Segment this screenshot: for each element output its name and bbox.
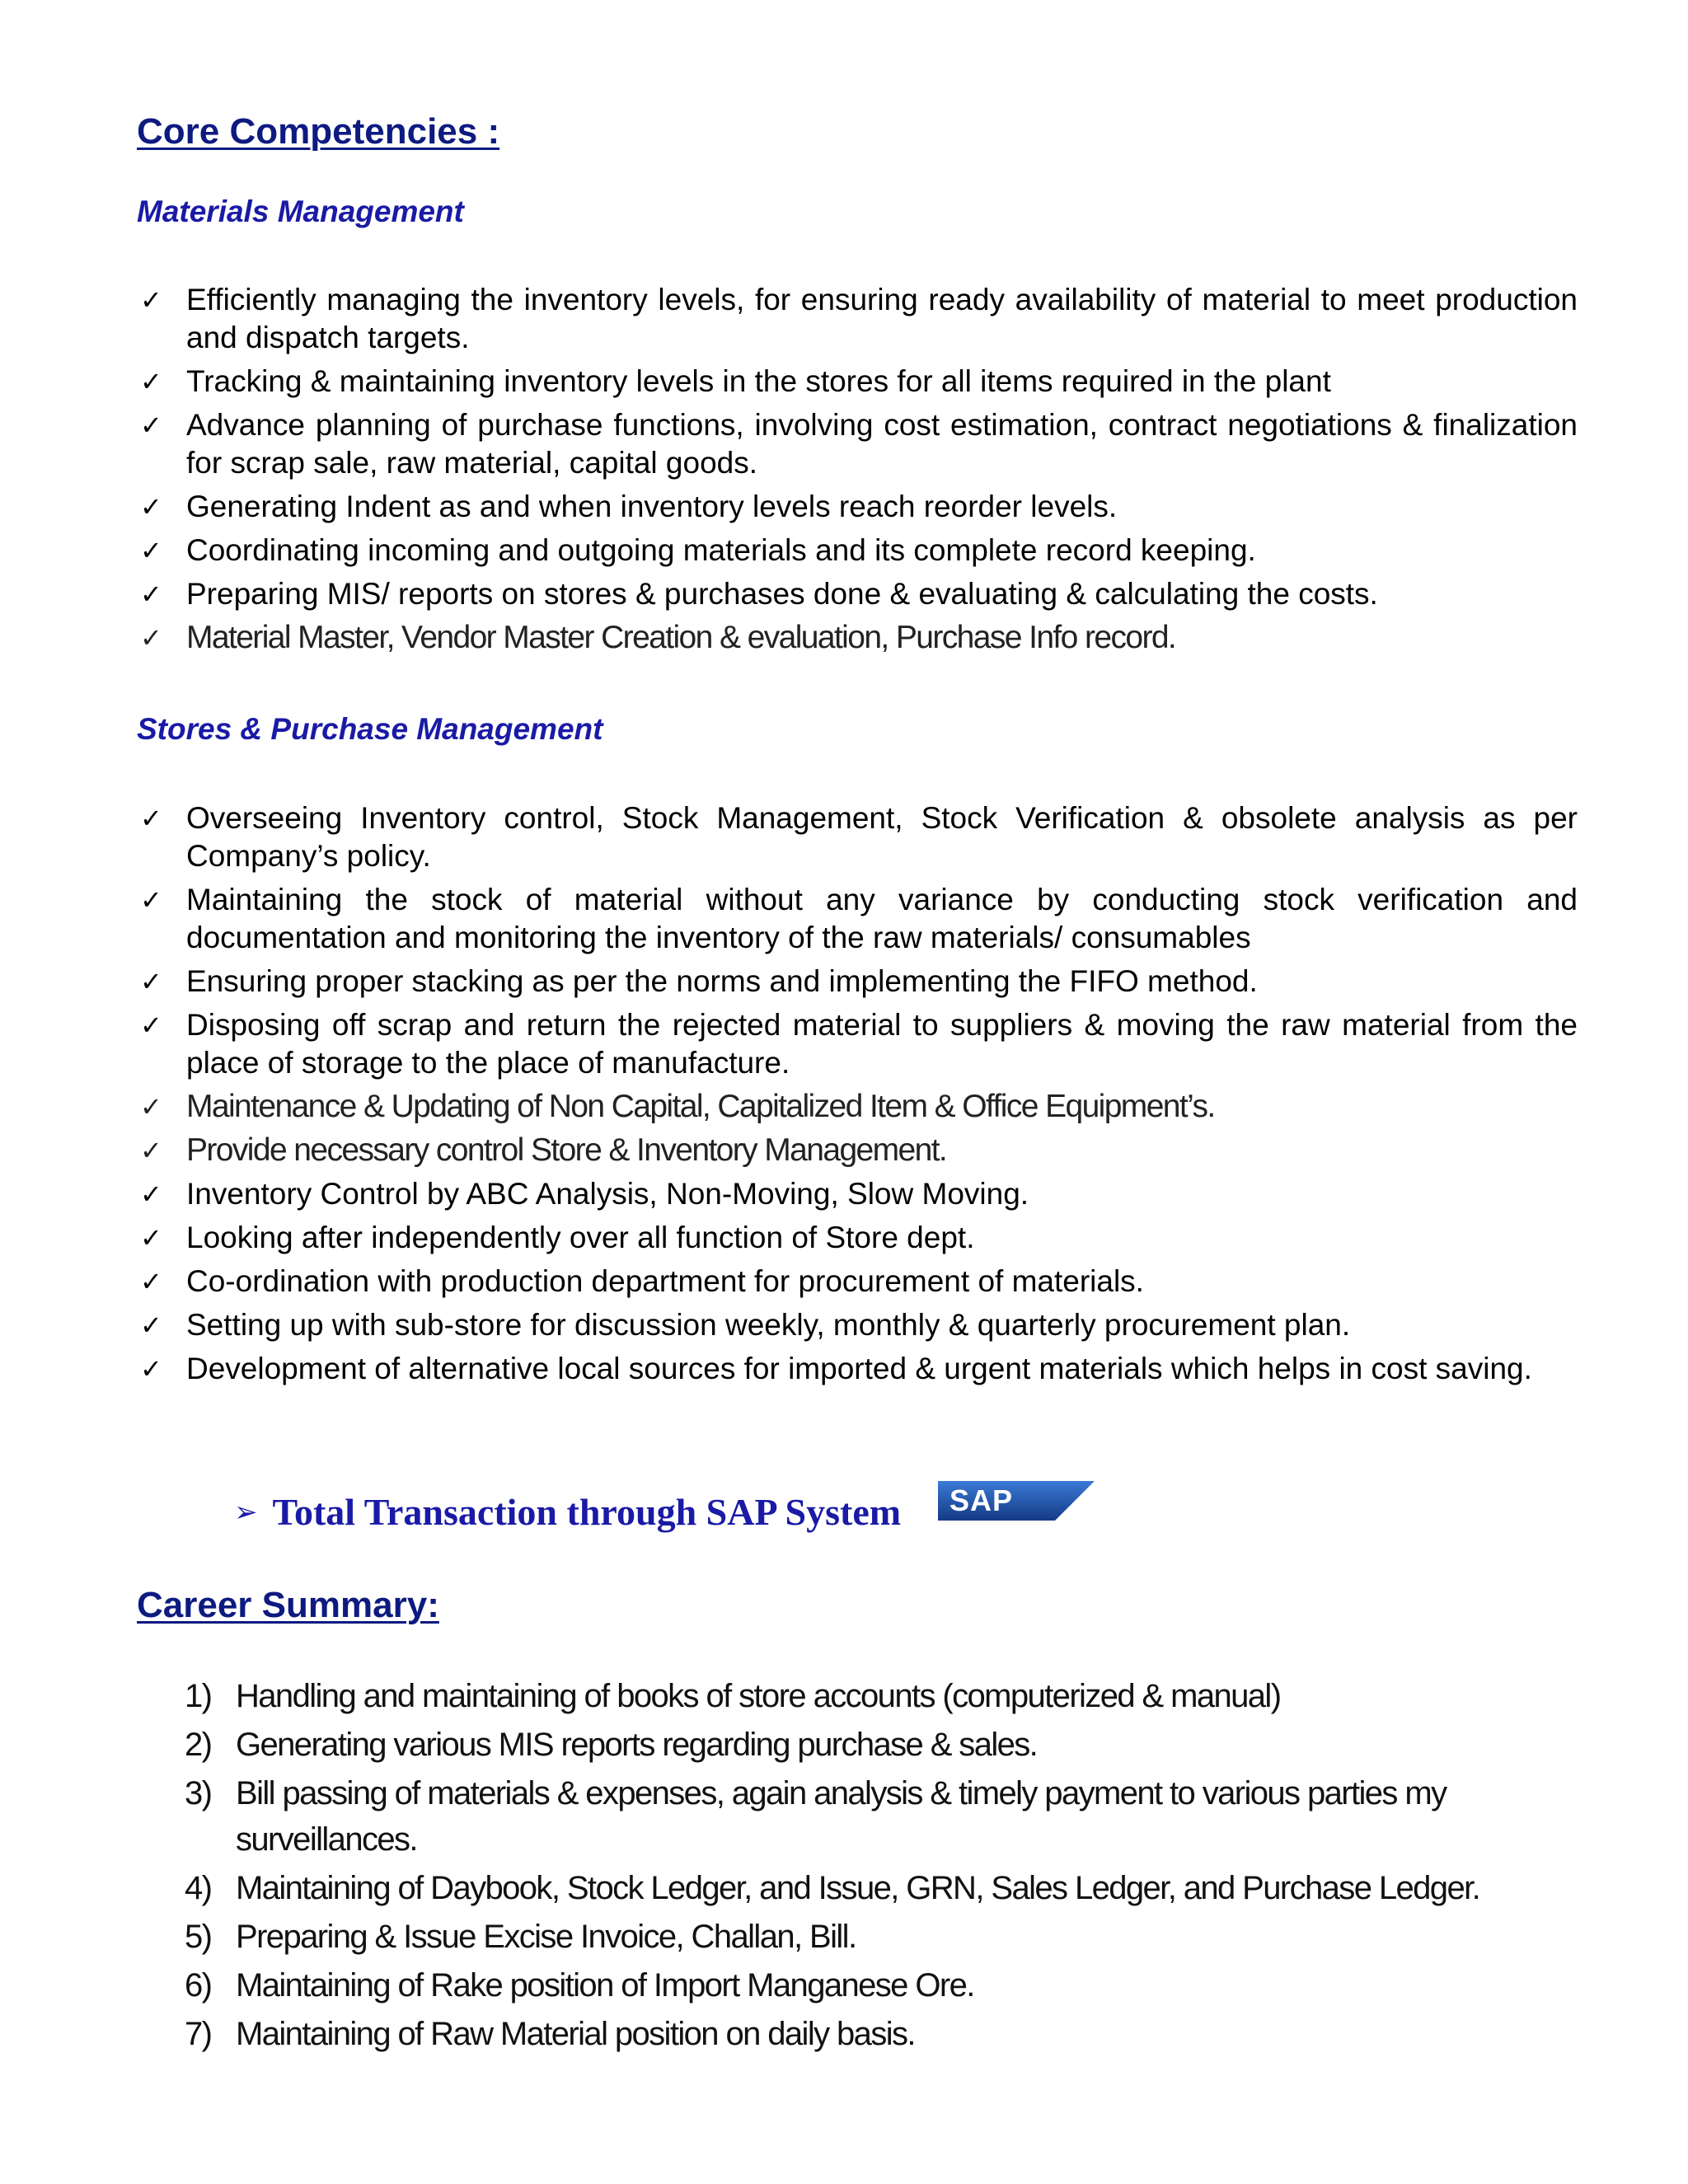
svg-text:SAP: SAP: [950, 1483, 1014, 1517]
list-item: 3) Bill passing of materials & expenses, again analysis & timely payment to various parties my surveillances.: [185, 1775, 1447, 1858]
checkmark-icon: ✓: [140, 1010, 162, 1041]
list-item: ✓ Inventory Control by ABC Analysis, Non-Moving, Slow Moving.: [137, 1175, 1578, 1213]
checkmark-icon: ✓: [140, 1266, 162, 1297]
list-item: ✓ Co-ordination with production department for procurement of materials.: [137, 1263, 1578, 1301]
checkmark-icon: ✓: [140, 966, 162, 997]
checkmark-icon: ✓: [140, 491, 162, 523]
sap-transaction-line: [234, 1490, 901, 1534]
checkmark-icon: ✓: [140, 622, 162, 654]
list-item: 7) Maintaining of Raw Material position on daily basis.: [185, 2016, 915, 2052]
list-item: ✓ Provide necessary control Store & Inventory Management.: [140, 1132, 947, 1168]
list-item: ✓ Preparing MIS/ reports on stores & purchases done & evaluating & calculating the costs.: [137, 575, 1578, 613]
stores-purchase-list: [137, 799, 1578, 1394]
list-item: ✓ Advance planning of purchase functions, involving cost estimation, contract negotiations & finalization for scrap sale, raw material, capital goods.: [140, 408, 1578, 480]
list-item: ✓ Setting up with sub-store for discussion weekly, monthly & quarterly procurement plan.: [137, 1306, 1578, 1344]
list-item: ✓ Looking after independently over all function of Store dept.: [137, 1219, 1578, 1257]
checkmark-icon: ✓: [140, 803, 162, 834]
checkmark-icon: ✓: [140, 1353, 162, 1385]
core-competencies-heading: Core Competencies :: [137, 111, 500, 152]
career-summary-heading: Career Summary:: [137, 1585, 439, 1625]
list-item: 4) Maintaining of Daybook, Stock Ledger, and Issue, GRN, Sales Ledger, and Purchase Ledger.: [185, 1870, 1480, 1906]
career-summary-list: [185, 1673, 1586, 2060]
list-item: ✓ Coordinating incoming and outgoing materials and its complete record keeping.: [137, 532, 1578, 569]
list-item: 1) Handling and maintaining of books of store accounts (computerized & manual): [185, 1678, 1281, 1714]
list-item: ✓ Overseeing Inventory control, Stock Management, Stock Verification & obsolete analysis as per Company’s policy.: [140, 801, 1578, 873]
materials-management-list: [137, 281, 1578, 663]
checkmark-icon: ✓: [140, 535, 162, 566]
list-item: ✓ Tracking & maintaining inventory levels in the stores for all items required in the plant: [137, 363, 1578, 401]
list-item: ✓ Ensuring proper stacking as per the norms and implementing the FIFO method.: [137, 963, 1578, 1001]
checkmark-icon: ✓: [140, 284, 162, 316]
sap-transaction-text: Total Transaction through SAP System: [272, 1491, 902, 1533]
checkmark-icon: ✓: [140, 1135, 162, 1166]
checkmark-icon: ✓: [140, 579, 162, 610]
list-item: ✓ Development of alternative local sources for imported & urgent materials which helps in cost saving.: [137, 1350, 1578, 1388]
list-item: ✓ Generating Indent as and when inventory levels reach reorder levels.: [137, 488, 1578, 526]
checkmark-icon: ✓: [140, 1310, 162, 1341]
checkmark-icon: ✓: [140, 1179, 162, 1210]
list-item: ✓ Material Master, Vendor Master Creation & evaluation, Purchase Info record.: [140, 620, 1176, 655]
list-item: ✓ Disposing off scrap and return the rejected material to suppliers & moving the raw material from the place of storage to the place of manufacture.: [140, 1008, 1578, 1080]
list-item: ✓ Maintaining the stock of material without any variance by conducting stock verification and documentation and monitoring the inventory of the raw materials/ consumables: [140, 883, 1578, 954]
checkmark-icon: ✓: [140, 884, 162, 916]
list-item: ✓ Efficiently managing the inventory levels, for ensuring ready availability of material to meet production and dispatch targets.: [140, 283, 1578, 354]
materials-management-heading: Materials Management: [137, 194, 464, 228]
checkmark-icon: ✓: [140, 1222, 162, 1254]
arrow-bullet-icon: ➢: [234, 1495, 258, 1529]
checkmark-icon: ✓: [140, 1091, 162, 1122]
list-item: 6) Maintaining of Rake position of Import Manganese Ore.: [185, 1967, 974, 2004]
checkmark-icon: ✓: [140, 410, 162, 441]
stores-purchase-heading: Stores & Purchase Management: [137, 712, 603, 746]
list-item: 2) Generating various MIS reports regarding purchase & sales.: [185, 1727, 1038, 1763]
list-item: 5) Preparing & Issue Excise Invoice, Challan, Bill.: [185, 1919, 856, 1955]
list-item: ✓ Maintenance & Updating of Non Capital, Capitalized Item & Office Equipment’s.: [140, 1089, 1215, 1124]
checkmark-icon: ✓: [140, 366, 162, 397]
sap-logo: [938, 1481, 1095, 1521]
